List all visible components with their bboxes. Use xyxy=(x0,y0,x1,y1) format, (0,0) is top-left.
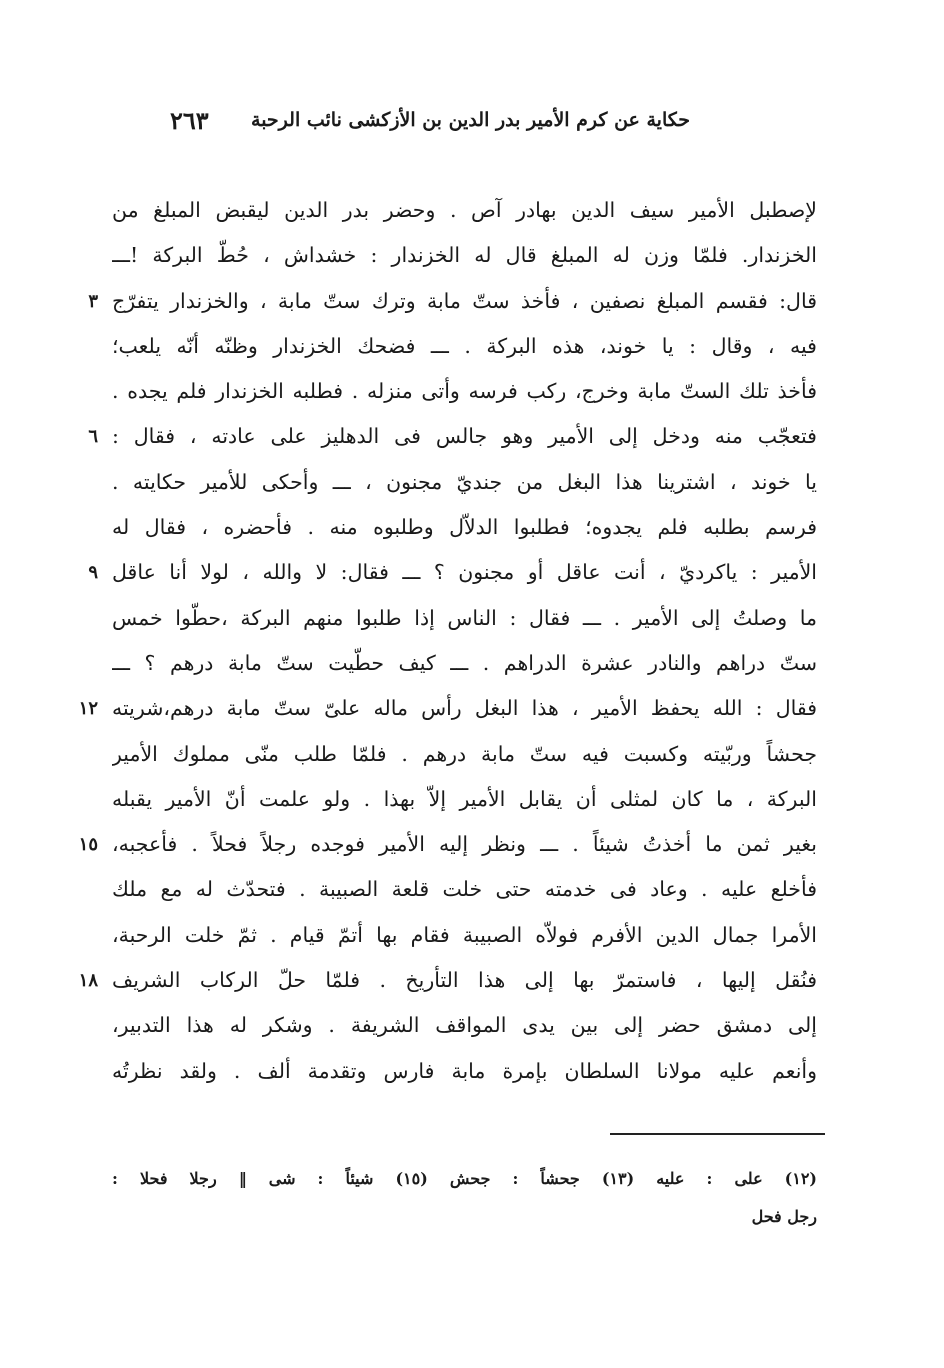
text-line xyxy=(78,822,817,867)
text-line xyxy=(88,550,817,595)
line-text: البركة ، ما كان لمثلى أن يقابل الأمير إلاّ بهذا . ولو علمت أنّ الأمير يقبله xyxy=(112,786,817,811)
line-number: ١٢ xyxy=(78,698,98,720)
text-line xyxy=(78,686,817,731)
line-number: ١٥ xyxy=(78,834,98,856)
text-line xyxy=(112,188,817,233)
line-text: فيه ، وقال : يا خوند، هذه البركة . ـــ فضحك الخزندار وظنّه أنّه يلعب؛ xyxy=(112,333,817,358)
line-text: بغير ثمن ما أخذتُ شيئاً . ـــ ونظر إليه الأمير فوجده رجلاً فحلاً . فأعجبه، xyxy=(112,832,817,857)
running-title: حكاية عن كرم الأمير بدر الدين بن الأزكشى نائب الرحبة xyxy=(251,109,690,131)
line-text: الأمير : ياكرديّ ، أنت عاقل أو مجنون ؟ ـــ فقال: لا والله ، لولا أنا عاقل xyxy=(112,560,817,585)
line-number: ٦ xyxy=(88,426,98,448)
line-number: ٩ xyxy=(88,562,98,584)
line-text: فرسم بطلبه فلم يجدوه؛ فطلبوا الدلاّل وطلبوه منه . فأحضره ، فقال له xyxy=(112,515,817,540)
line-text: فأخلع عليه . وعاد فى خدمته حتى خلت قلعة الصبيبة . فتحدّث له مع ملك xyxy=(112,877,817,902)
line-text: لإصطبل الأمير سيف الدين بهادر آص . وحضر بدر الدين ليقبض المبلغ من xyxy=(112,198,817,222)
line-text: قال: فقسم المبلغ نصفين ، فأخذ ستّ مابة وترك ستّ مابة ، والخزندار يتفرّج xyxy=(112,288,817,313)
text-line xyxy=(88,279,817,324)
line-text: يا خوند ، اشترينا هذا البغل من جنديّ مجنون ، ـــ وأحكى للأمير حكايته . xyxy=(112,469,817,494)
text-line xyxy=(112,460,817,505)
footnotes xyxy=(112,1160,817,1236)
text-line xyxy=(112,1003,817,1048)
text-line xyxy=(112,324,817,369)
text-line xyxy=(112,867,817,912)
text-line xyxy=(112,596,817,641)
body-text xyxy=(78,188,817,1094)
line-text: جحشاً وربّيته وكسبت فيه ستّ مابة درهم . فلمّا طلب منّى مملوك الأمير xyxy=(112,741,817,766)
line-text: فأخذ تلك الستّ مابة وخرج، ركب فرسه وأتى منزله . فطلبه الخزندار فلم يجده . xyxy=(112,379,817,404)
footnote-separator xyxy=(610,1133,825,1135)
line-text: فقال : الله يحفظ الأمير ، هذا البغل رأس ماله علىّ ستّ مابة درهم،شريته xyxy=(112,696,817,721)
text-line xyxy=(112,233,817,278)
footnote-line: رجل فحل xyxy=(751,1207,817,1226)
footnote-line: (١٢) على : عليه (١٣) جحشاً : جحش (١٥) شيئاً : شى ‖ رجلا فحلا : xyxy=(112,1169,817,1188)
line-text: فتعجّب منه ودخل إلى الأمير وهو جالس فى الدهليز على عادته ، فقال : xyxy=(112,424,817,449)
line-text: إلى دمشق حضر إلى بين يدى المواقف الشريفة . وشكر له هذا التدبير، xyxy=(112,1013,817,1038)
line-text: ستّ دراهم والنادر عشرة الدراهم . ـــ كيف حطّيت ستّ مابة درهم ؟ ـــ xyxy=(112,650,817,675)
text-line xyxy=(112,777,817,822)
line-text: الخزندار. فلمّا وزن له المبلغ قال له الخزندار : خشداش ، حُطّ البركة !ـــ xyxy=(112,243,817,268)
line-text: ما وصلتُ إلى الأمير . ـــ فقال : الناس إذا طلبوا منهم البركة ،حطّوا خمس xyxy=(112,605,817,630)
text-line xyxy=(112,505,817,550)
running-head xyxy=(170,100,690,140)
text-line xyxy=(112,913,817,958)
text-line xyxy=(112,1049,817,1094)
line-text: الأمرا جمال الدين الأفرم فولاّه الصبيبة فقام بها أتمّ قيام . ثمّ خلت الرحبة، xyxy=(112,922,817,947)
line-number: ٣ xyxy=(88,290,98,312)
text-line xyxy=(112,732,817,777)
text-line xyxy=(112,641,817,686)
text-line xyxy=(112,369,817,414)
page-number: ٢٦٣ xyxy=(170,105,209,135)
line-text: وأنعم عليه مولانا السلطان بإمرة مابة فارس وتقدمة ألف . ولقد نظرتُه xyxy=(112,1058,817,1083)
text-line xyxy=(88,414,817,459)
line-text: فنُقل إليها ، فاستمرّ بها إلى هذا التأريخ . فلمّا حلّ الركاب الشريف xyxy=(112,968,817,993)
text-line xyxy=(78,958,817,1003)
line-number: ١٨ xyxy=(78,970,98,992)
